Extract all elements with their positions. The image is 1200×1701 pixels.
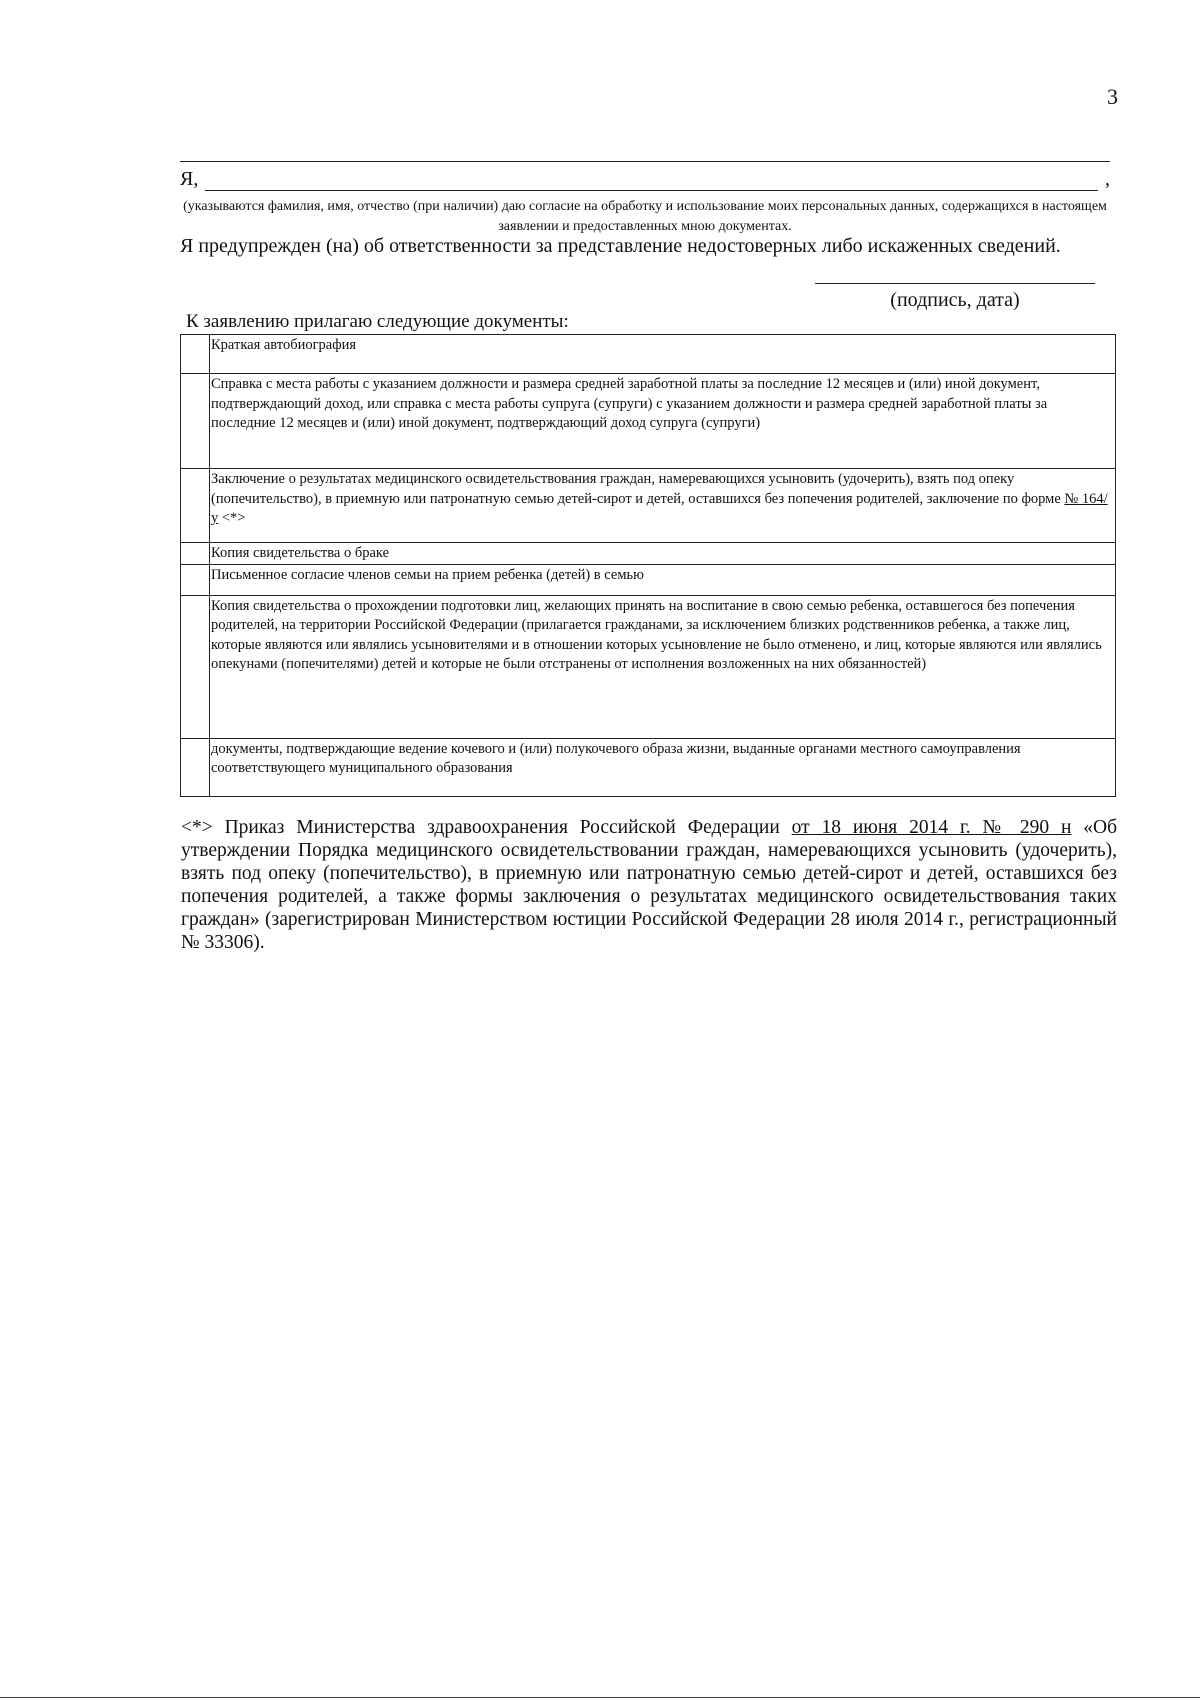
attachments-table [180, 334, 1116, 797]
attachments-heading: К заявлению прилагаю следующие документы: [186, 311, 569, 332]
footnote-marker: <*> [218, 510, 246, 526]
consent-name-line [180, 168, 1110, 194]
table-row [181, 595, 1116, 738]
document-text: Копия свидетельства о прохождении подготовки лиц, желающих принять на воспитание в свою семью ребенка, оставшегося без попечения родителей, на территории Российской Федерации (прилагается гражданами, за исключением близких родственников ребенка, а также лиц, которые являются или являлись усыновителями и в отношении которых усыновление не было отменено, и лиц, которые являются или являлись опекунами (попечителями) детей и которые не были отстранены от исполнения возложенных на них обязанностей) [211, 597, 1102, 672]
table-row [181, 335, 1116, 374]
checkbox-cell [181, 374, 210, 469]
document-text: Краткая автобиография [211, 337, 357, 353]
table-row [181, 374, 1116, 469]
document-cell [210, 374, 1116, 469]
table-row [181, 738, 1116, 796]
name-fill-line [205, 190, 1098, 191]
signature-block [815, 283, 1095, 312]
responsibility-warning: Я предупрежден (на) об ответственности за представление недостоверных либо искаженных сведений. [180, 235, 1061, 257]
footnote [181, 816, 1117, 954]
document-text: Копия свидетельства о браке [211, 545, 390, 561]
document-cell [210, 564, 1116, 595]
document-text: Письменное согласие членов семьи на прием ребенка (детей) в семью [211, 566, 644, 583]
checkbox-cell [181, 469, 210, 543]
document-text: документы, подтверждающие ведение кочевого и (или) полукочевого образа жизни, выданные органами местного самоуправления соответствующего муниципального образования [211, 740, 1021, 776]
checkbox-cell [181, 543, 210, 565]
top-rule [180, 161, 1110, 162]
consent-ya-label: Я, [180, 168, 199, 190]
document-text: Справка с места работы с указанием должности и размера средней заработной платы за последние 12 месяцев и (или) иной документ, подтверждающий доход, или справка с места работы супруга (супруги) с указанием должности и размера средней заработной платы за последние 12 месяцев и (или) иной документ, подтверждающий доход супруга (супруги) [211, 376, 1048, 431]
signature-line [815, 283, 1095, 284]
checkbox-cell [181, 738, 210, 796]
document-cell [210, 469, 1116, 543]
bottom-rule [0, 1697, 1200, 1698]
footnote-prefix: <*> Приказ Министерства здравоохранения Российской Федерации [181, 817, 792, 838]
checkbox-cell [181, 595, 210, 738]
table-row [181, 469, 1116, 543]
table-row [181, 543, 1116, 565]
document-cell [210, 738, 1116, 796]
signature-label: (подпись, дата) [890, 289, 1020, 311]
document-cell [210, 595, 1116, 738]
checkbox-cell [181, 335, 210, 374]
footnote-suffix: «Об утверждении Порядка медицинского освидетельствовании граждан, намеревающихся усыновить (удочерить), взять под опеку (попечительство), в приемную или патронатную семью детей-сирот и детей, оставшихся без попечения родителей, а также формы заключения о результатах медицинского освидетельствования таких граждан» (зарегистрирован Министерством юстиции Российской Федерации 28 июля 2014 г., регистрационный № 33306). [181, 817, 1118, 953]
consent-comma: , [1105, 168, 1110, 190]
form-164-link[interactable]: № 164/у [211, 490, 1108, 526]
checkbox-cell [181, 564, 210, 595]
page-number: 3 [1107, 84, 1118, 109]
order-link[interactable]: от 18 июня 2014 г. № 290 н [791, 817, 1072, 838]
consent-note: (указываются фамилия, имя, отчество (при наличии) даю согласие на обработку и использование моих персональных данных, содержащихся в настоящем заявлении и предоставленных мною документах. [183, 199, 1107, 234]
document-cell [210, 543, 1116, 565]
document-cell [210, 335, 1116, 374]
document-text: Заключение о результатах медицинского освидетельствования граждан, намеревающихся усыновить (удочерить), взять под опеку (попечительство), в приемную или патронатную семью детей-сирот и детей, оставшихся без попечения родителей, заключение по форме [211, 471, 1065, 507]
table-row [181, 564, 1116, 595]
